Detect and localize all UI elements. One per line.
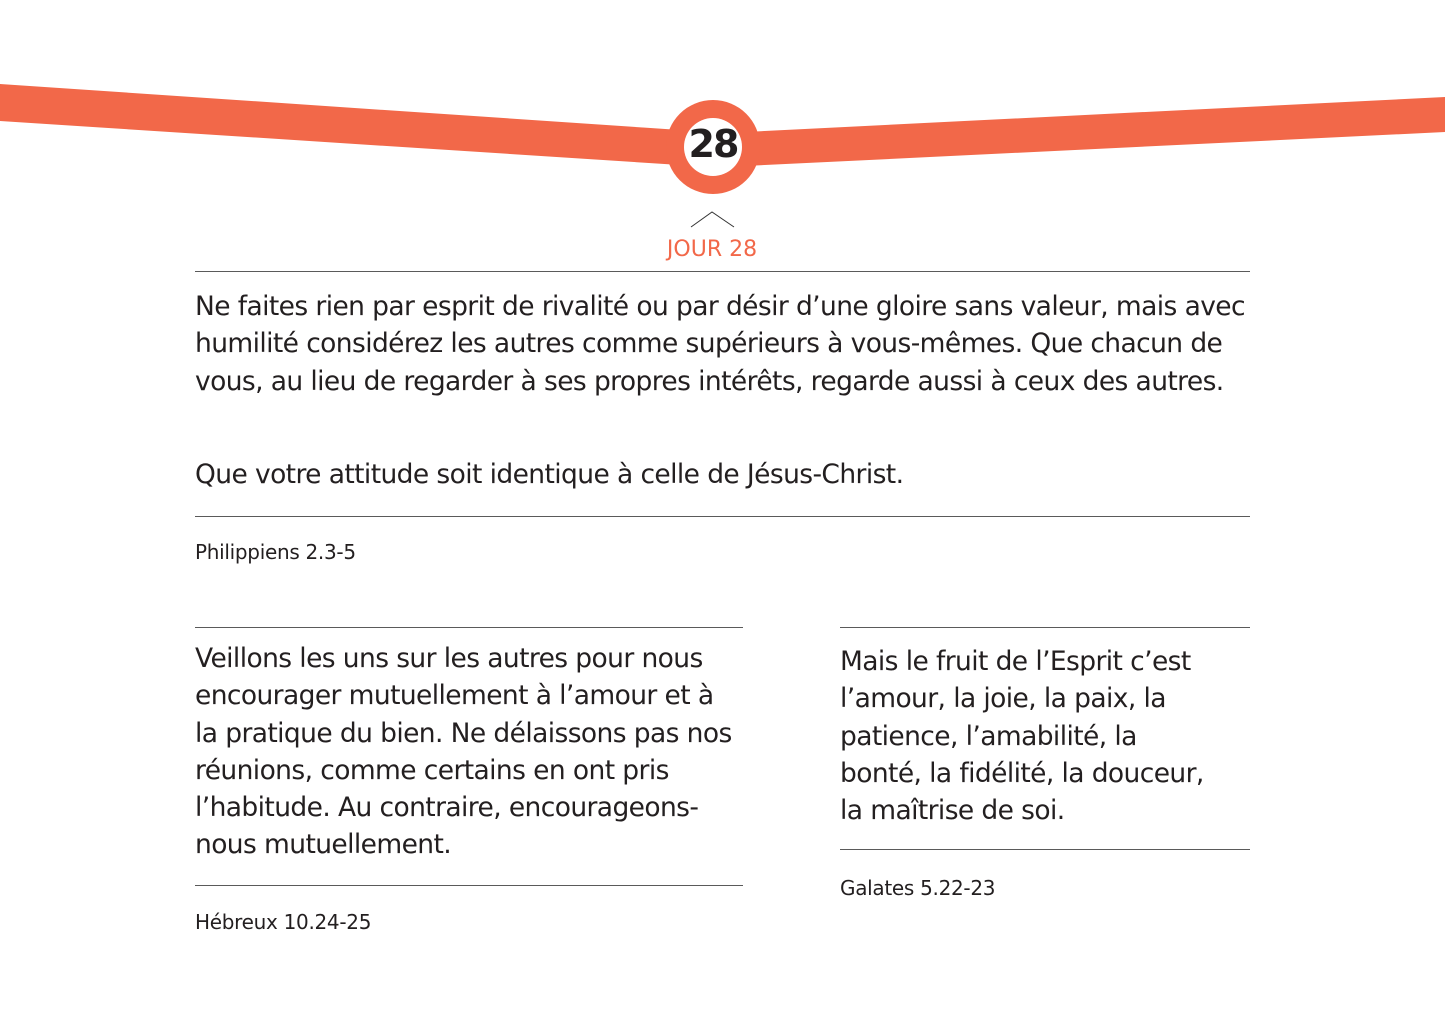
left-verse-reference: Hébreux 10.24-25 — [195, 910, 372, 934]
day-label: JOUR 28 — [666, 237, 758, 262]
day-number: 28 — [688, 122, 738, 166]
right-verse-text: Mais le fruit de l’Esprit c’est l’amour, la joie, la paix, la patience, l’amabilité, la bonté, la fidélité, la douceur, la maîtrise de soi. — [840, 646, 1204, 827]
main-verse-paragraph: Ne faites rien par esprit de rivalité ou par désir d’une gloire sans valeur, mais avec humilité considérez les autres comme supérieurs à vous-mêmes. Que chacun de vous, au lieu de regarder à ses propres intérêts, regarde aussi à ceux des autres. — [195, 291, 1245, 397]
divider — [840, 627, 1250, 628]
main-verse-reference: Philippiens 2.3-5 — [195, 540, 356, 564]
divider — [195, 271, 1250, 272]
divider — [840, 849, 1250, 850]
divider — [195, 516, 1250, 517]
main-verse-paragraph: Que votre attitude soit identique à celle de Jésus-Christ. — [195, 459, 904, 490]
left-verse-text: Veillons les uns sur les autres pour nous encourager mutuellement à l’amour et à la pratique du bien. Ne délaissons pas nos réunions, comme certains en ont pris l’habitude. Au contraire, encourageons-nous mutuellement. — [195, 643, 732, 861]
banner-right-stripe — [745, 97, 1445, 166]
banner-left-stripe — [0, 84, 680, 165]
divider — [195, 885, 743, 886]
caret-up-icon — [691, 212, 734, 227]
divider — [195, 627, 743, 628]
right-verse-reference: Galates 5.22-23 — [840, 876, 996, 900]
